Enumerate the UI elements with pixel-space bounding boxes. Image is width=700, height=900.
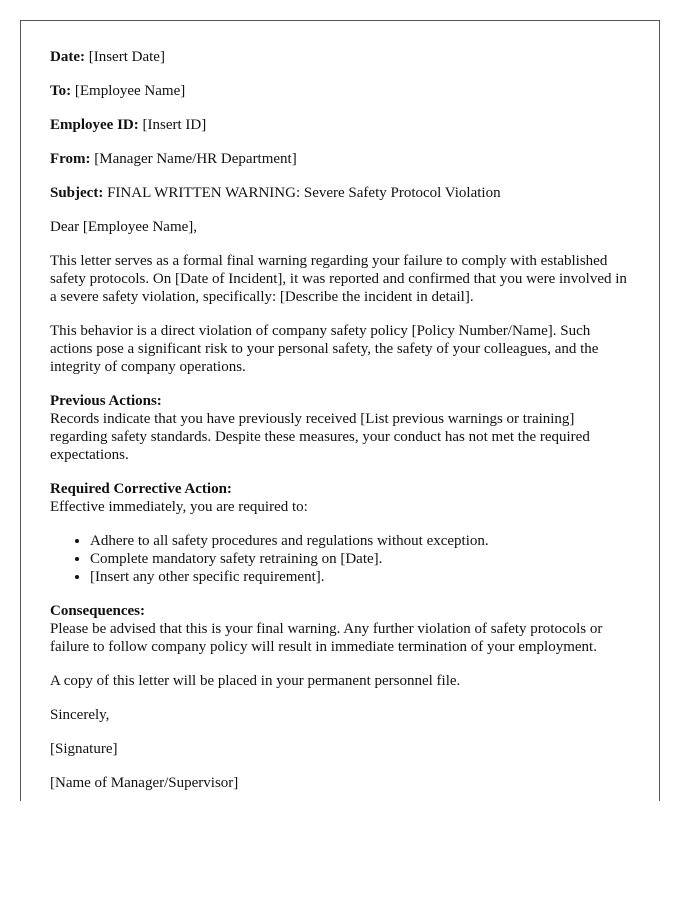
consequences-text: Please be advised that this is your final warning. Any further violation of safety protocols or failure to follow company policy will result in immediate termination of your employment. <box>50 621 603 655</box>
subject-value: FINAL WRITTEN WARNING: Severe Safety Protocol Violation <box>103 185 501 201</box>
corrective-action-list <box>50 532 635 586</box>
corrective-action-section <box>50 480 635 516</box>
name-title: [Name of Manager/Supervisor] <box>50 775 239 791</box>
letter-page <box>20 20 660 801</box>
list-item: • Adhere to all safety procedures and regulations without exception. <box>90 532 635 550</box>
corrective-action-intro: Effective immediately, you are required to: <box>50 499 308 515</box>
signature: [Signature] <box>50 741 118 757</box>
previous-actions-heading: Previous Actions: <box>50 393 162 409</box>
paragraph-policy: This behavior is a direct violation of company safety policy [Policy Number/Name]. Such actions pose a significant risk to your personal safety, the safety of your colleagues, and the integrity of company operations. <box>50 323 599 375</box>
subject-line <box>50 184 635 202</box>
sign-off: Sincerely, <box>50 707 110 723</box>
list-item: • Complete mandatory safety retraining on [Date]. <box>90 550 635 568</box>
previous-actions-text: Records indicate that you have previously received [List previous warnings or training] regarding safety standards. Despite these measures, your conduct has not met the required expectations. <box>50 411 590 463</box>
date-value: [Insert Date] <box>84 49 165 65</box>
corrective-action-heading: Required Corrective Action: <box>50 481 232 497</box>
to-line <box>50 82 635 100</box>
paragraph-incident: This letter serves as a formal final warning regarding your failure to comply with established safety protocols. On [Date of Incident], it was reported and confirmed that you were involved in a severe safety violation, specifically: [Describe the incident in detail]. <box>50 253 627 305</box>
salutation: Dear [Employee Name], <box>50 219 198 235</box>
employee-id-label: Employee ID: <box>50 117 139 133</box>
employee-id-value: [Insert ID] <box>138 117 207 133</box>
letter-content <box>50 48 635 801</box>
date-line <box>50 48 635 66</box>
to-label: To: <box>50 83 72 99</box>
employee-id-line <box>50 116 635 134</box>
subject-label: Subject: <box>50 185 104 201</box>
from-value: [Manager Name/HR Department] <box>90 151 297 167</box>
list-item: • [Insert any other specific requirement]. <box>90 568 635 586</box>
file-note: A copy of this letter will be placed in your permanent personnel file. <box>50 673 461 689</box>
from-line <box>50 150 635 168</box>
to-value: [Employee Name] <box>71 83 186 99</box>
date-label: Date: <box>50 49 85 65</box>
from-label: From: <box>50 151 91 167</box>
previous-actions-section <box>50 392 635 464</box>
consequences-heading: Consequences: <box>50 603 146 619</box>
consequences-section <box>50 602 635 656</box>
